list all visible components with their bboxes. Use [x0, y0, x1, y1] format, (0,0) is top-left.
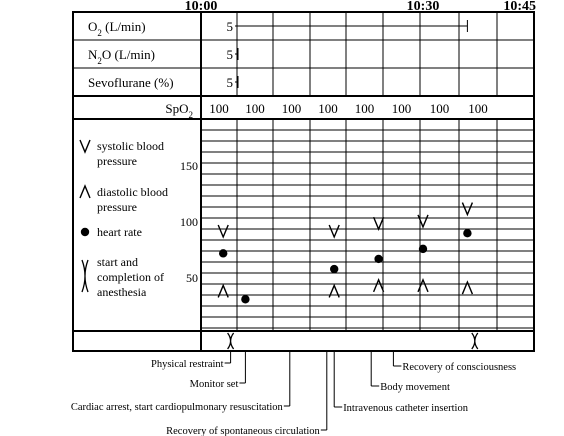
legend-label: diastolic blood pressure	[97, 185, 168, 214]
y-tick-label: 50	[186, 271, 198, 285]
chart-border	[73, 12, 534, 351]
diastolic-legend-symbol	[80, 186, 90, 198]
gas-row-value: 5	[226, 75, 233, 90]
anesthesia-marker	[472, 333, 478, 349]
gas-row-label: Sevoflurane (%)	[88, 75, 174, 90]
spo2-value: 100	[245, 101, 265, 116]
spo2-value: 100	[468, 101, 488, 116]
spo2-label: SpO$_2$	[165, 101, 193, 120]
systolic-bp-point	[462, 203, 472, 215]
spo2-value: 100	[281, 101, 302, 116]
chart-legend	[80, 139, 168, 299]
systolic-bp-point	[218, 225, 228, 237]
legend-item	[80, 185, 168, 214]
heart-rate-point	[463, 229, 471, 237]
legend-item	[80, 139, 164, 168]
event-label: Physical restraint	[150, 359, 224, 370]
data-marks	[218, 203, 478, 349]
time-tick-label: 10:30	[406, 0, 440, 14]
time-tick-label: 10:00	[184, 0, 218, 14]
spo2-row	[165, 101, 487, 120]
event-label: Recovery of spontaneous circulation	[166, 426, 320, 436]
diastolic-bp-point	[329, 285, 339, 297]
y-tick-label: 150	[180, 159, 198, 173]
legend-label: start and completion of anesthesia	[97, 255, 164, 299]
legend-item	[82, 255, 164, 299]
y-tick-label: 100	[180, 215, 198, 229]
spo2-value: 100	[209, 101, 229, 116]
diastolic-bp-point	[218, 285, 228, 297]
legend-item	[81, 225, 142, 239]
event-label: Recovery of consciousness	[402, 362, 517, 373]
gas-row-label: $N_2O$ (L/min)	[88, 47, 155, 66]
time-tick-label: 10:45	[503, 0, 536, 14]
chart-grid	[73, 12, 534, 351]
systolic-bp-point	[329, 225, 339, 237]
diastolic-bp-point	[374, 280, 384, 292]
event-annotation	[151, 351, 231, 370]
gas-row-value: 5	[226, 47, 233, 62]
anesthesia-legend-symbol	[82, 260, 88, 292]
systolic-bp-point	[374, 217, 384, 229]
event-label: Cardiac arrest, start cardiopulmonary resuscitation	[70, 402, 283, 413]
spo2-value: 100	[429, 101, 450, 116]
heart-rate-point	[374, 255, 382, 263]
gas-rows	[88, 19, 467, 90]
heart-rate-point	[330, 265, 338, 273]
heart-rate-legend-symbol	[81, 228, 89, 236]
anesthesia-marker	[228, 333, 234, 349]
spo2-value: 100	[318, 101, 338, 116]
systolic-legend-symbol	[80, 140, 90, 152]
legend-label: systolic blood pressure	[97, 139, 165, 168]
spo2-value: 100	[354, 101, 375, 116]
heart-rate-point	[419, 245, 427, 253]
gas-row-label: $O_2$ (L/min)	[88, 19, 146, 38]
y-axis	[180, 159, 198, 285]
legend-label: heart rate	[97, 225, 142, 239]
gas-row-value: 5	[226, 19, 233, 34]
heart-rate-point	[241, 295, 249, 303]
event-label: Body movement	[380, 382, 450, 393]
event-annotation	[393, 351, 516, 373]
heart-rate-point	[219, 249, 227, 257]
event-annotation	[190, 351, 246, 390]
event-label: Monitor set	[189, 379, 239, 390]
event-annotations	[71, 351, 516, 436]
spo2-value: 100	[391, 101, 412, 116]
event-label: Intravenous catheter insertion	[343, 403, 468, 414]
